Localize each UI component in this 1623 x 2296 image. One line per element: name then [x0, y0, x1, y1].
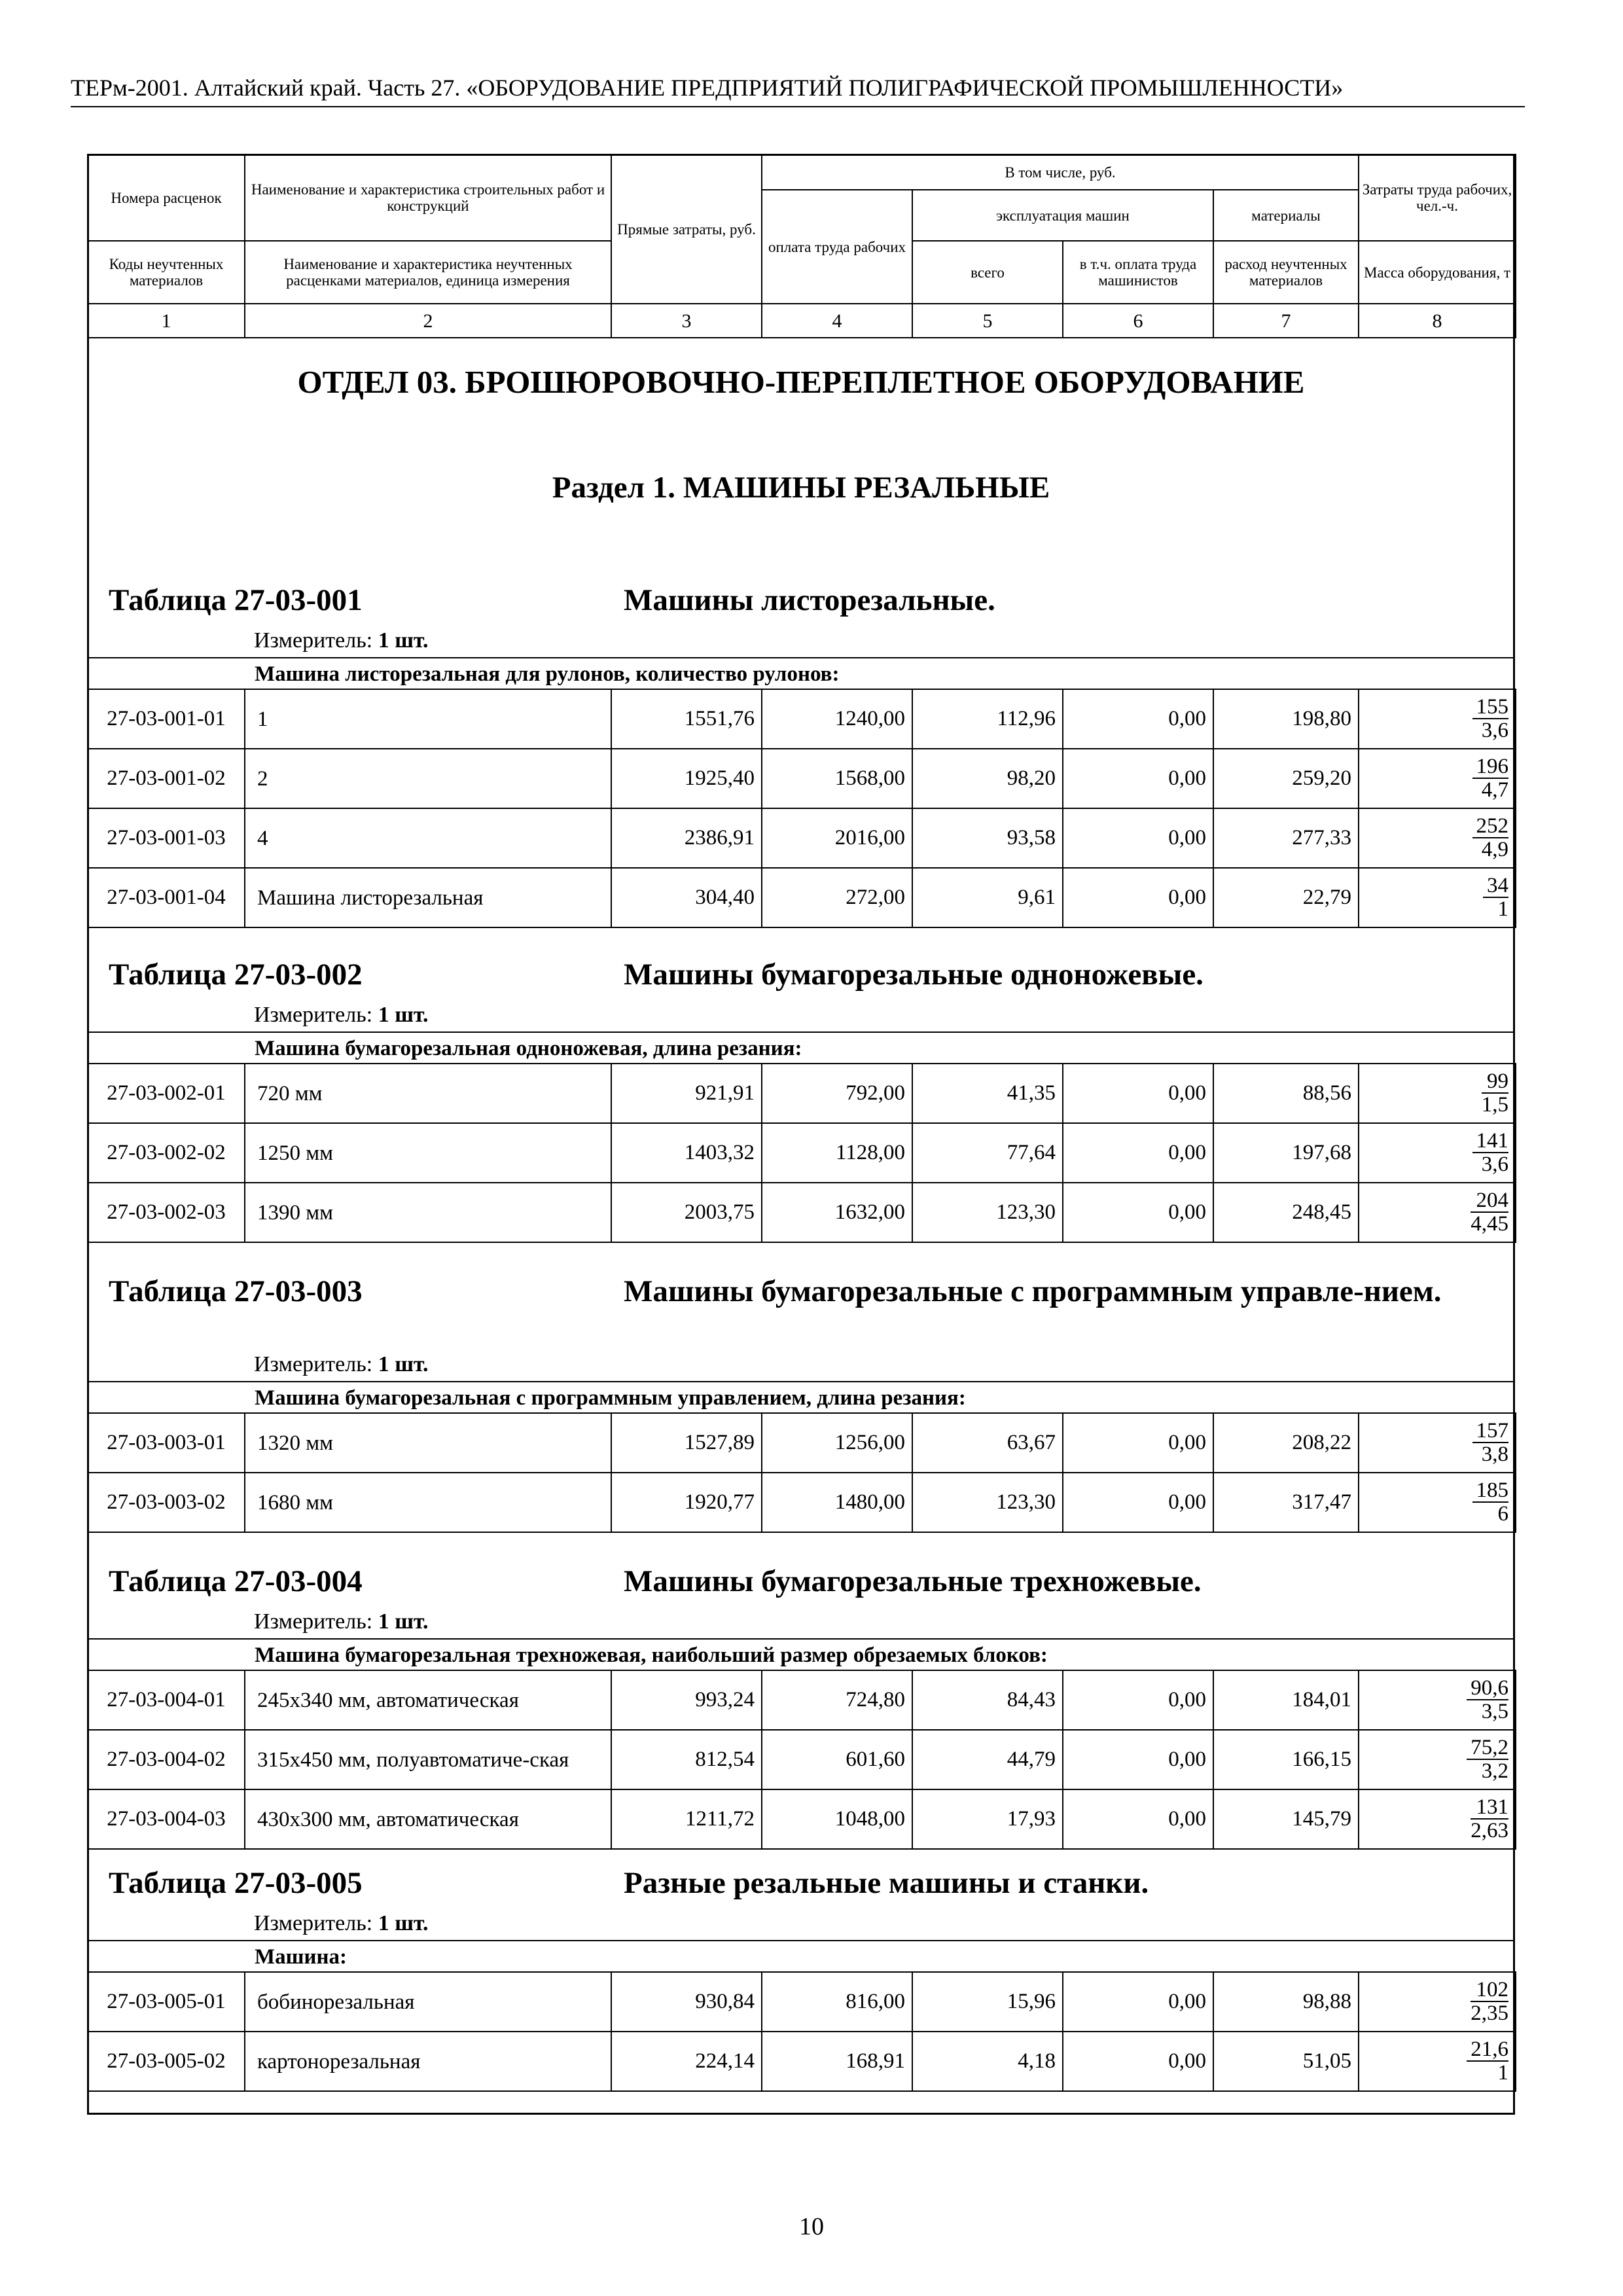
rate-name: 2 [245, 749, 611, 808]
labor-mass-cell [1359, 1670, 1516, 1730]
rate-code: 27-03-001-03 [88, 808, 245, 868]
labor-over-mass-fraction [1471, 1796, 1508, 1842]
labor-hours: 90,6 [1467, 1677, 1508, 1700]
measure-unit [254, 1609, 429, 1634]
labor-over-mass-fraction [1472, 696, 1509, 742]
rate-code: 27-03-003-01 [88, 1413, 245, 1473]
rate-materials: 248,45 [1213, 1183, 1359, 1242]
rate-code: 27-03-002-02 [88, 1123, 245, 1183]
equipment-mass: 3,6 [1481, 718, 1508, 742]
table-name: Машины листорезальные. [624, 583, 995, 617]
labor-hours: 75,2 [1467, 1736, 1508, 1760]
rate-direct: 2003,75 [611, 1183, 762, 1242]
table-row [88, 2032, 1516, 2091]
rate-materials: 145,79 [1213, 1789, 1359, 1849]
subheading-text: Машина: [255, 1945, 348, 1969]
measure-unit [254, 1352, 429, 1377]
rate-labor: 792,00 [762, 1064, 912, 1123]
rate-code: 27-03-003-02 [88, 1473, 245, 1532]
rate-name: 1390 мм [245, 1183, 611, 1242]
measure-value: 1 шт. [378, 628, 429, 653]
column-number: 4 [762, 304, 912, 338]
labor-hours: 157 [1472, 1420, 1509, 1443]
labor-over-mass-fraction [1472, 1479, 1509, 1525]
column-number: 2 [245, 304, 611, 338]
labor-mass-cell [1359, 749, 1516, 808]
labor-mass-cell [1359, 1183, 1516, 1242]
equipment-mass: 3,6 [1481, 1152, 1508, 1176]
rate-table [87, 1971, 1516, 2092]
rate-labor: 1480,00 [762, 1473, 912, 1532]
table-name: Разные резальные машины и станки. [624, 1866, 1149, 1900]
labor-mass-cell [1359, 1789, 1516, 1849]
rate-machines: 98,20 [912, 749, 1063, 808]
rate-name: картонорезальная [245, 2032, 611, 2091]
measure-value: 1 шт. [378, 1003, 429, 1027]
labor-hours: 196 [1472, 755, 1509, 779]
column-number: 8 [1359, 304, 1516, 338]
header-rate-numbers: Номера расценок [88, 154, 245, 241]
equipment-mass: 2,63 [1471, 1818, 1508, 1842]
rate-direct: 224,14 [611, 2032, 762, 2091]
column-number: 5 [912, 304, 1063, 338]
table-name: Машины бумагорезальные одноножевые. [624, 958, 1204, 992]
rate-machines: 15,96 [912, 1972, 1063, 2032]
rate-code: 27-03-002-01 [88, 1064, 245, 1123]
rate-direct: 1551,76 [611, 689, 762, 749]
labor-mass-cell [1359, 1123, 1516, 1183]
measure-value: 1 шт. [378, 1609, 429, 1634]
header-direct-costs: Прямые затраты, руб. [611, 154, 762, 304]
measure-label: Измеритель: [254, 628, 373, 653]
rate-materials: 88,56 [1213, 1064, 1359, 1123]
rate-machines: 84,43 [912, 1670, 1063, 1730]
table-row [88, 1670, 1516, 1730]
rate-operators: 0,00 [1063, 749, 1213, 808]
rate-table [87, 1063, 1516, 1243]
rate-table [87, 689, 1516, 928]
rate-name: 1680 мм [245, 1473, 611, 1532]
rate-name: бобинорезальная [245, 1972, 611, 2032]
equipment-mass: 1,5 [1481, 1092, 1508, 1117]
rate-machines: 9,61 [912, 868, 1063, 927]
rate-name: 315х450 мм, полуавтоматиче-ская [245, 1730, 611, 1789]
rate-operators: 0,00 [1063, 689, 1213, 749]
rate-name: 430х300 мм, автоматическая [245, 1789, 611, 1849]
rate-labor: 2016,00 [762, 808, 912, 868]
labor-mass-cell [1359, 689, 1516, 749]
rate-name: 4 [245, 808, 611, 868]
equipment-mass: 4,7 [1481, 778, 1508, 802]
rate-machines: 4,18 [912, 2032, 1063, 2091]
division-title: ОТДЕЛ 03. БРОШЮРОВОЧНО-ПЕРЕПЛЕТНОЕ ОБОРУДОВАНИЕ [297, 364, 1305, 400]
rate-table [87, 1670, 1516, 1850]
header-work-name: Наименование и характеристика строительных работ и конструкций [245, 154, 611, 241]
rate-labor: 1128,00 [762, 1123, 912, 1183]
table-subheading [87, 1940, 1515, 1973]
table-id: Таблица 27-03-003 [109, 1274, 363, 1308]
subheading-text: Машина бумагорезальная с программным управлением, длина резания: [255, 1386, 966, 1410]
measure-label: Измеритель: [254, 1352, 373, 1376]
labor-hours: 185 [1472, 1479, 1509, 1503]
rate-operators: 0,00 [1063, 1064, 1213, 1123]
rate-direct: 1920,77 [611, 1473, 762, 1532]
rate-name: 720 мм [245, 1064, 611, 1123]
labor-hours: 34 [1483, 874, 1508, 898]
table-row [88, 1473, 1516, 1532]
rate-code: 27-03-004-02 [88, 1730, 245, 1789]
header-material-codes: Коды неучтенных материалов [88, 241, 245, 304]
labor-mass-cell [1359, 2032, 1516, 2091]
equipment-mass: 4,45 [1471, 1211, 1508, 1236]
rate-materials: 184,01 [1213, 1670, 1359, 1730]
table-row [88, 1413, 1516, 1473]
rate-code: 27-03-001-02 [88, 749, 245, 808]
measure-label: Измеритель: [254, 1609, 373, 1634]
measure-value: 1 шт. [378, 1911, 429, 1935]
subheading-text: Машина бумагорезальная одноножевая, длина резания: [255, 1037, 802, 1060]
header-labor-pay: оплата труда рабочих [762, 190, 912, 304]
rate-operators: 0,00 [1063, 808, 1213, 868]
labor-mass-cell [1359, 1473, 1516, 1532]
labor-mass-cell [1359, 1730, 1516, 1789]
rate-labor: 1256,00 [762, 1413, 912, 1473]
rate-machines: 112,96 [912, 689, 1063, 749]
table-subheading [87, 657, 1515, 690]
column-number: 3 [611, 304, 762, 338]
column-number: 7 [1213, 304, 1359, 338]
rate-materials: 197,68 [1213, 1123, 1359, 1183]
header-materials: материалы [1213, 190, 1359, 241]
rate-operators: 0,00 [1063, 1730, 1213, 1789]
header-equipment-mass: Масса оборудования, т [1359, 241, 1516, 304]
table-row [88, 868, 1516, 927]
table-row [88, 749, 1516, 808]
rate-labor: 168,91 [762, 2032, 912, 2091]
equipment-mass: 4,9 [1481, 837, 1508, 861]
labor-hours: 252 [1472, 815, 1509, 838]
table-name: Машины бумагорезальные с программным управле-нием. [624, 1274, 1442, 1308]
rate-labor: 1048,00 [762, 1789, 912, 1849]
page-header: ТЕРм-2001. Алтайский край. Часть 27. «ОБОРУДОВАНИЕ ПРЕДПРИЯТИЙ ПОЛИГРАФИЧЕСКОЙ ПРОМЫШЛЕННОСТИ» [71, 73, 1525, 107]
rate-direct: 812,54 [611, 1730, 762, 1789]
rate-labor: 1568,00 [762, 749, 912, 808]
measure-label: Измеритель: [254, 1911, 373, 1935]
rate-operators: 0,00 [1063, 1183, 1213, 1242]
rate-materials: 198,80 [1213, 689, 1359, 749]
labor-hours: 155 [1472, 696, 1509, 719]
rate-direct: 930,84 [611, 1972, 762, 2032]
rate-operators: 0,00 [1063, 2032, 1213, 2091]
rate-table [87, 1412, 1516, 1533]
rate-code: 27-03-002-03 [88, 1183, 245, 1242]
table-subheading [87, 1381, 1515, 1414]
rate-machines: 17,93 [912, 1789, 1063, 1849]
table-row [88, 1972, 1516, 2032]
rate-labor: 1240,00 [762, 689, 912, 749]
rate-materials: 98,88 [1213, 1972, 1359, 2032]
equipment-mass: 3,8 [1481, 1442, 1508, 1466]
rate-machines: 63,67 [912, 1413, 1063, 1473]
header-machines-total: всего [912, 241, 1063, 304]
rate-code: 27-03-005-02 [88, 2032, 245, 2091]
header-material-names: Наименование и характеристика неучтенных расценками материалов, единица измерения [245, 241, 611, 304]
rate-code: 27-03-001-01 [88, 689, 245, 749]
table-row [88, 808, 1516, 868]
measure-value: 1 шт. [378, 1352, 429, 1376]
section-title: Раздел 1. МАШИНЫ РЕЗАЛЬНЫЕ [552, 471, 1050, 505]
labor-over-mass-fraction [1482, 1070, 1508, 1116]
rate-name: 245х340 мм, автоматическая [245, 1670, 611, 1730]
column-number: 1 [88, 304, 245, 338]
labor-mass-cell [1359, 1064, 1516, 1123]
labor-hours: 131 [1471, 1796, 1508, 1820]
labor-mass-cell [1359, 1413, 1516, 1473]
equipment-mass: 3,5 [1481, 1699, 1508, 1723]
rate-code: 27-03-005-01 [88, 1972, 245, 2032]
rate-materials: 317,47 [1213, 1473, 1359, 1532]
rate-operators: 0,00 [1063, 1123, 1213, 1183]
header-materials-unaccounted: расход неучтенных материалов [1213, 241, 1359, 304]
equipment-mass: 6 [1497, 1501, 1508, 1526]
rate-machines: 123,30 [912, 1473, 1063, 1532]
rate-materials: 51,05 [1213, 2032, 1359, 2091]
measure-unit [254, 1003, 429, 1028]
table-subheading [87, 1638, 1515, 1671]
labor-over-mass-fraction [1467, 2038, 1508, 2084]
rate-materials: 22,79 [1213, 868, 1359, 927]
rate-materials: 166,15 [1213, 1730, 1359, 1789]
table-id: Таблица 27-03-002 [109, 958, 363, 992]
table-row [88, 1730, 1516, 1789]
rate-labor: 816,00 [762, 1972, 912, 2032]
measure-unit [254, 1911, 429, 1936]
labor-hours: 21,6 [1467, 2038, 1508, 2062]
table-subheading [87, 1031, 1515, 1064]
labor-over-mass-fraction [1471, 1979, 1508, 2024]
equipment-mass: 1 [1497, 2060, 1508, 2085]
labor-hours: 141 [1472, 1130, 1509, 1153]
rate-code: 27-03-004-03 [88, 1789, 245, 1849]
labor-over-mass-fraction [1483, 874, 1508, 920]
rate-operators: 0,00 [1063, 1413, 1213, 1473]
rate-operators: 0,00 [1063, 1670, 1213, 1730]
subheading-text: Машина бумагорезальная трехножевая, наибольший размер обрезаемых блоков: [255, 1643, 1048, 1667]
labor-over-mass-fraction [1471, 1189, 1508, 1235]
rate-direct: 2386,91 [611, 808, 762, 868]
rate-direct: 921,91 [611, 1064, 762, 1123]
page-number: 10 [799, 2213, 824, 2240]
rate-machines: 77,64 [912, 1123, 1063, 1183]
table-id: Таблица 27-03-004 [109, 1564, 363, 1598]
equipment-mass: 2,35 [1471, 2001, 1508, 2025]
rate-direct: 1211,72 [611, 1789, 762, 1849]
labor-over-mass-fraction [1472, 1420, 1509, 1465]
rate-name: 1250 мм [245, 1123, 611, 1183]
table-name: Машины бумагорезальные трехножевые. [624, 1564, 1202, 1598]
labor-hours: 102 [1471, 1979, 1508, 2002]
labor-over-mass-fraction [1472, 1130, 1509, 1175]
labor-over-mass-fraction [1472, 815, 1509, 861]
rate-operators: 0,00 [1063, 1972, 1213, 2032]
rate-machines: 93,58 [912, 808, 1063, 868]
rate-machines: 123,30 [912, 1183, 1063, 1242]
labor-hours: 204 [1471, 1189, 1508, 1213]
rate-operators: 0,00 [1063, 1473, 1213, 1532]
rate-labor: 1632,00 [762, 1183, 912, 1242]
rate-direct: 1403,32 [611, 1123, 762, 1183]
column-number: 6 [1063, 304, 1213, 338]
header-labor-cost: Затраты труда рабочих, чел.-ч. [1359, 154, 1516, 241]
rate-labor: 724,80 [762, 1670, 912, 1730]
rate-machines: 44,79 [912, 1730, 1063, 1789]
rate-name: Машина листорезальная [245, 868, 611, 927]
rate-materials: 277,33 [1213, 808, 1359, 868]
labor-mass-cell [1359, 1972, 1516, 2032]
table-row [88, 689, 1516, 749]
table-header [87, 154, 1516, 338]
rate-code: 27-03-001-04 [88, 868, 245, 927]
labor-over-mass-fraction [1467, 1677, 1508, 1723]
table-row [88, 1183, 1516, 1242]
rate-materials: 259,20 [1213, 749, 1359, 808]
rate-name: 1320 мм [245, 1413, 611, 1473]
labor-mass-cell [1359, 808, 1516, 868]
table-id: Таблица 27-03-005 [109, 1866, 363, 1900]
labor-mass-cell [1359, 868, 1516, 927]
rate-direct: 304,40 [611, 868, 762, 927]
subheading-text: Машина листорезальная для рулонов, количество рулонов: [255, 662, 840, 686]
rate-machines: 41,35 [912, 1064, 1063, 1123]
table-row [88, 1789, 1516, 1849]
labor-over-mass-fraction [1472, 755, 1509, 801]
measure-unit [254, 628, 429, 653]
equipment-mass: 3,2 [1481, 1759, 1508, 1783]
rate-name: 1 [245, 689, 611, 749]
table-row [88, 1064, 1516, 1123]
rate-operators: 0,00 [1063, 1789, 1213, 1849]
rate-code: 27-03-004-01 [88, 1670, 245, 1730]
header-machine-ops: эксплуатация машин [912, 190, 1213, 241]
rate-direct: 1925,40 [611, 749, 762, 808]
rate-direct: 993,24 [611, 1670, 762, 1730]
header-operators-pay: в т.ч. оплата труда машинистов [1063, 241, 1213, 304]
rate-operators: 0,00 [1063, 868, 1213, 927]
rate-materials: 208,22 [1213, 1413, 1359, 1473]
table-row [88, 1123, 1516, 1183]
rate-labor: 272,00 [762, 868, 912, 927]
labor-hours: 99 [1482, 1070, 1508, 1094]
header-including: В том числе, руб. [762, 154, 1359, 190]
rate-direct: 1527,89 [611, 1413, 762, 1473]
equipment-mass: 1 [1497, 897, 1508, 921]
labor-over-mass-fraction [1467, 1736, 1508, 1782]
table-id: Таблица 27-03-001 [109, 583, 363, 617]
rate-labor: 601,60 [762, 1730, 912, 1789]
measure-label: Измеритель: [254, 1003, 373, 1027]
